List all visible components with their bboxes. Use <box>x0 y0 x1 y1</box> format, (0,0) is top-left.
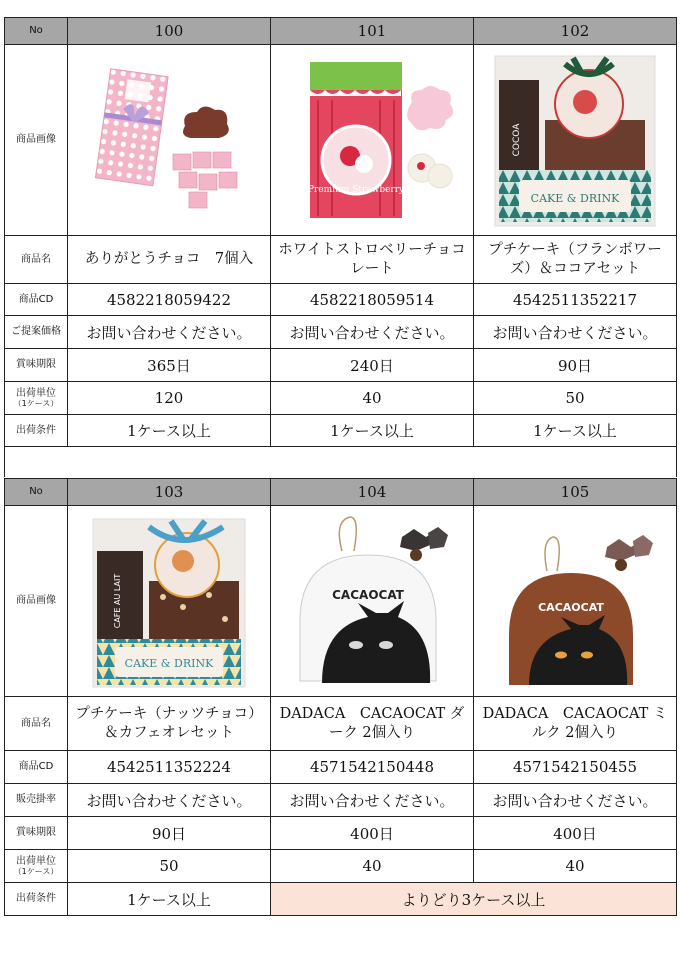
unit-label <box>5 382 68 415</box>
product-image-cell <box>474 45 677 236</box>
condition-label: 出荷条件 <box>5 883 68 916</box>
product-number: 100 <box>68 18 271 45</box>
no-label: No <box>5 18 68 45</box>
shelf-life-row <box>5 817 677 850</box>
condition-value: 1ケース以上 <box>68 415 271 447</box>
band-text: CAKE & DRINK <box>124 657 214 670</box>
unit-label <box>5 850 68 883</box>
product-name: プチケーキ（フランボワーズ）＆ココアセット <box>474 236 677 284</box>
price-value: お問い合わせください。 <box>271 316 474 349</box>
price-label: ご提案価格 <box>5 316 68 349</box>
petit-cake-nuts-image <box>79 511 259 691</box>
name-label: 商品名 <box>5 236 68 284</box>
image-row <box>5 45 677 236</box>
name-label: 商品名 <box>5 697 68 751</box>
name-row <box>5 697 677 751</box>
shelf-life-value: 365日 <box>68 349 271 382</box>
brand-text: CACAOCAT <box>538 601 604 614</box>
price-value: お問い合わせください。 <box>271 784 474 817</box>
condition-value: 1ケース以上 <box>68 883 271 916</box>
price-value: お問い合わせください。 <box>474 316 677 349</box>
unit-label-sub: （1ケース） <box>13 867 59 877</box>
shelf-life-label: 賞味期限 <box>5 817 68 850</box>
condition-label: 出荷条件 <box>5 415 68 447</box>
price-value: お問い合わせください。 <box>68 316 271 349</box>
product-name: ありがとうチョコ 7個入 <box>68 236 271 284</box>
header-row <box>5 18 677 45</box>
white-strawberry-image <box>282 50 462 230</box>
product-number: 105 <box>474 479 677 506</box>
cd-label: 商品CD <box>5 751 68 784</box>
cacaocat-milk-image <box>485 511 665 691</box>
cafe-text: CAFE AU LAIT <box>113 573 122 629</box>
unit-row <box>5 382 677 415</box>
unit-label-sub: （1ケース） <box>13 399 59 409</box>
price-row <box>5 784 677 817</box>
product-cd: 4571542150448 <box>271 751 474 784</box>
cd-label: 商品CD <box>5 284 68 316</box>
shelf-life-row <box>5 349 677 382</box>
product-number: 101 <box>271 18 474 45</box>
name-row <box>5 236 677 284</box>
cd-row <box>5 751 677 784</box>
product-name: DADACA CACAOCAT ダーク 2個入り <box>271 697 474 751</box>
product-number: 103 <box>68 479 271 506</box>
no-label: No <box>5 479 68 506</box>
unit-row <box>5 850 677 883</box>
shelf-life-label: 賞味期限 <box>5 349 68 382</box>
product-cd: 4571542150455 <box>474 751 677 784</box>
unit-value: 50 <box>474 382 677 415</box>
shelf-life-value: 400日 <box>271 817 474 850</box>
product-name: DADACA CACAOCAT ミルク 2個入り <box>474 697 677 751</box>
product-name: ホワイトストロベリーチョコレート <box>271 236 474 284</box>
product-cd: 4582218059514 <box>271 284 474 316</box>
unit-value: 50 <box>68 850 271 883</box>
condition-value-combined: よりどり3ケース以上 <box>271 883 677 916</box>
brand-text: CACAOCAT <box>332 588 404 602</box>
product-cd: 4542511352217 <box>474 284 677 316</box>
spacer <box>5 447 677 478</box>
unit-value: 40 <box>474 850 677 883</box>
petit-cake-framboise-image <box>485 50 665 230</box>
package-text: Premium Strawberry <box>307 185 405 195</box>
shelf-life-value: 90日 <box>68 817 271 850</box>
cocoa-text: COCOA <box>512 123 522 157</box>
thank-you-choco-image <box>79 50 259 230</box>
price-row <box>5 316 677 349</box>
band-text: CAKE & DRINK <box>530 192 620 205</box>
product-name: プチケーキ（ナッツチョコ）＆カフェオレセット <box>68 697 271 751</box>
image-label: 商品画像 <box>5 45 68 236</box>
unit-value: 120 <box>68 382 271 415</box>
unit-value: 40 <box>271 850 474 883</box>
shelf-life-value: 90日 <box>474 349 677 382</box>
product-number: 102 <box>474 18 677 45</box>
image-row <box>5 506 677 697</box>
unit-label-main: 出荷単位 <box>16 855 56 867</box>
product-cd: 4542511352224 <box>68 751 271 784</box>
image-label: 商品画像 <box>5 506 68 697</box>
product-image-cell <box>271 506 474 697</box>
shelf-life-value: 400日 <box>474 817 677 850</box>
condition-row <box>5 883 677 916</box>
product-number: 104 <box>271 479 474 506</box>
product-cd: 4582218059422 <box>68 284 271 316</box>
condition-value: 1ケース以上 <box>474 415 677 447</box>
spacer-row <box>5 447 677 478</box>
unit-label-main: 出荷単位 <box>16 387 56 399</box>
product-image-cell <box>474 506 677 697</box>
price-value: お問い合わせください。 <box>68 784 271 817</box>
product-image-cell <box>68 45 271 236</box>
cacaocat-dark-image <box>282 511 462 691</box>
header-row <box>5 479 677 506</box>
price-value: お問い合わせください。 <box>474 784 677 817</box>
unit-value: 40 <box>271 382 474 415</box>
cd-row <box>5 284 677 316</box>
shelf-life-value: 240日 <box>271 349 474 382</box>
condition-value: 1ケース以上 <box>271 415 474 447</box>
product-table-2 <box>4 478 677 916</box>
condition-row <box>5 415 677 447</box>
product-image-cell <box>68 506 271 697</box>
product-table-1 <box>4 17 677 477</box>
price-label: 販売掛率 <box>5 784 68 817</box>
product-image-cell <box>271 45 474 236</box>
